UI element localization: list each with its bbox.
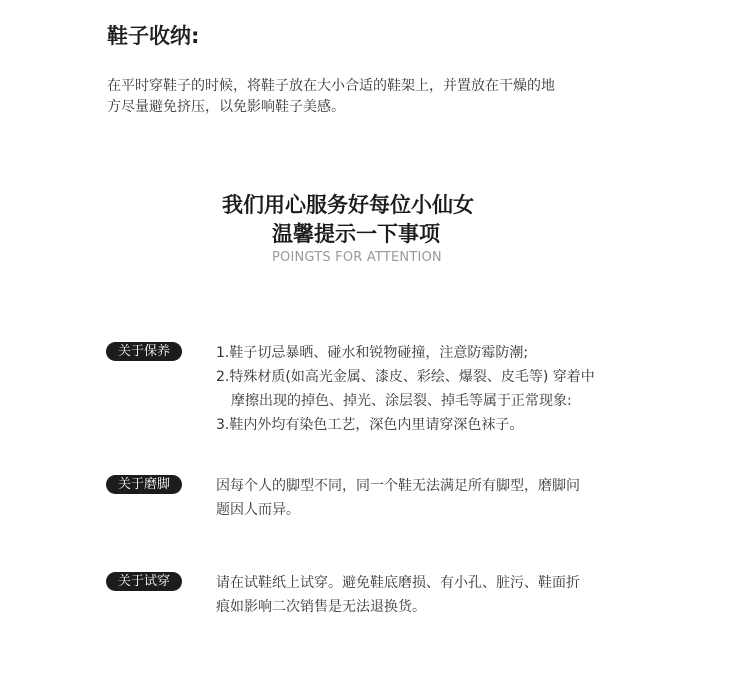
notice-label-badge: 关于磨脚 (106, 475, 182, 494)
notice-label-badge: 关于保养 (106, 342, 182, 361)
notice-line: 请在试鞋纸上试穿。避免鞋底磨损、有小孔、脏污、鞋面折 (216, 575, 580, 591)
notice-line: 3.鞋内外均有染色工艺，深色内里请穿深色袜子。 (216, 417, 524, 433)
notice-text (216, 571, 666, 619)
storage-description-line: 在平时穿鞋子的时候，将鞋子放在大小合适的鞋架上，并置放在干燥的地 (107, 78, 555, 94)
notice-text (216, 341, 666, 437)
storage-section-title: 鞋子收纳: (107, 24, 200, 48)
notice-label-badge: 关于试穿 (106, 572, 182, 591)
storage-description (107, 76, 647, 118)
headline-line-1: 我们用心服务好每位小仙女 (222, 193, 474, 217)
headline-line-2: 温馨提示一下事项 (272, 222, 440, 246)
storage-description-line: 方尽量避免挤压，以免影响鞋子美感。 (107, 99, 345, 115)
headline-subtitle: POINGTS FOR ATTENTION (272, 250, 442, 265)
notice-line: 因每个人的脚型不同，同一个鞋无法满足所有脚型，磨脚问 (216, 478, 580, 494)
notice-line: 2.特殊材质(如高光金属、漆皮、彩绘、爆裂、皮毛等) 穿着中 (216, 369, 595, 385)
notice-line: 题因人而异。 (216, 502, 300, 518)
notice-line: 1.鞋子切忌暴晒、碰水和锐物碰撞，注意防霉防潮; (216, 345, 529, 361)
notice-line: 痕如影响二次销售是无法退换货。 (216, 599, 426, 615)
notice-text (216, 474, 666, 522)
notice-line: 摩擦出现的掉色、掉光、涂层裂、掉毛等属于正常现象: (231, 393, 572, 409)
